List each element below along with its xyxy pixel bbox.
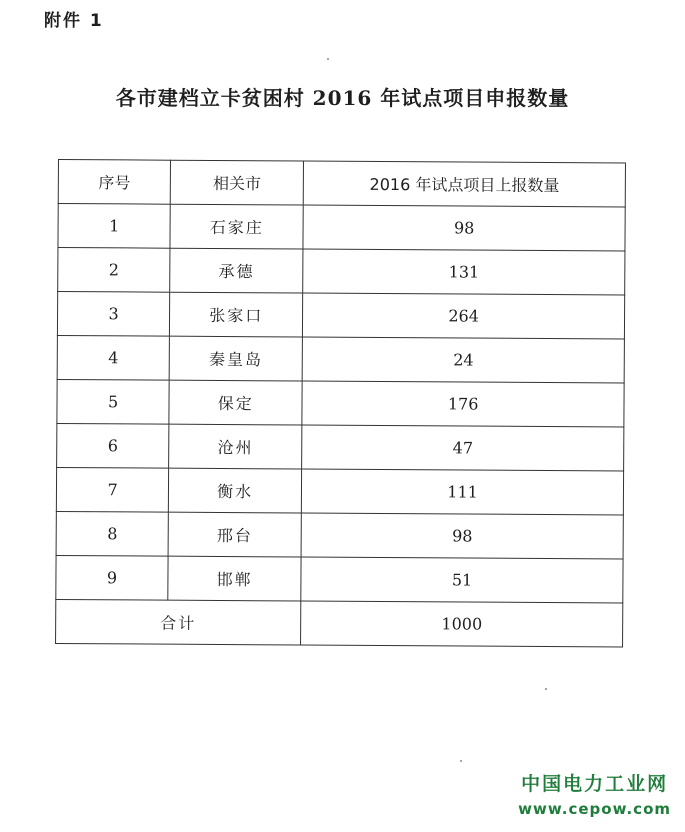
watermark-name: 中国电力工业网 — [521, 773, 669, 795]
row-count: 47 — [302, 425, 624, 471]
table-row — [58, 204, 625, 251]
total-value: 1000 — [301, 601, 623, 647]
table-row — [58, 248, 625, 295]
row-city: 承德 — [170, 248, 303, 293]
table-row — [57, 335, 624, 382]
row-count: 176 — [302, 381, 624, 427]
row-city: 沧州 — [169, 424, 302, 469]
table-row — [56, 511, 623, 558]
row-count: 131 — [303, 249, 625, 295]
row-seq: 7 — [56, 467, 168, 512]
row-seq: 4 — [57, 335, 169, 380]
header-city: 相关市 — [170, 160, 303, 205]
row-seq: 5 — [57, 379, 169, 424]
scan-speck — [460, 760, 462, 762]
row-count: 24 — [302, 337, 624, 383]
row-seq: 8 — [56, 511, 168, 556]
row-seq: 6 — [57, 423, 169, 468]
row-count: 51 — [301, 557, 623, 603]
attachment-label: 附件 1 — [44, 11, 104, 31]
table-row — [57, 423, 624, 470]
header-count: 2016 年试点项目上报数量 — [304, 161, 626, 207]
row-city: 邯郸 — [168, 556, 301, 601]
row-seq: 9 — [56, 555, 168, 600]
row-city: 石家庄 — [170, 204, 303, 249]
row-city: 保定 — [169, 380, 302, 425]
row-city: 秦皇岛 — [169, 336, 302, 381]
scan-speck — [545, 688, 547, 690]
table-header-row — [58, 160, 625, 207]
site-watermark — [518, 769, 671, 818]
row-seq: 2 — [58, 248, 170, 293]
row-city: 张家口 — [170, 292, 303, 337]
header-seq: 序号 — [58, 160, 170, 205]
row-seq: 3 — [57, 292, 169, 337]
row-count: 98 — [301, 513, 623, 559]
table-total-row — [56, 599, 623, 646]
table-row — [56, 555, 623, 602]
project-count-table — [55, 159, 626, 647]
scan-speck — [327, 58, 329, 60]
document-title: 各市建档立卡贫困村 2016 年试点项目申报数量 — [115, 86, 570, 110]
row-city: 邢台 — [168, 512, 301, 557]
watermark-url: www.cepow.com — [518, 800, 671, 818]
row-count: 111 — [302, 469, 624, 515]
row-count: 98 — [303, 205, 625, 251]
row-seq: 1 — [58, 204, 170, 249]
table-row — [57, 292, 624, 339]
table-row — [57, 379, 624, 426]
row-city: 衡水 — [169, 468, 302, 513]
table-row — [56, 467, 623, 514]
total-label: 合计 — [56, 599, 302, 644]
row-count: 264 — [303, 293, 625, 339]
